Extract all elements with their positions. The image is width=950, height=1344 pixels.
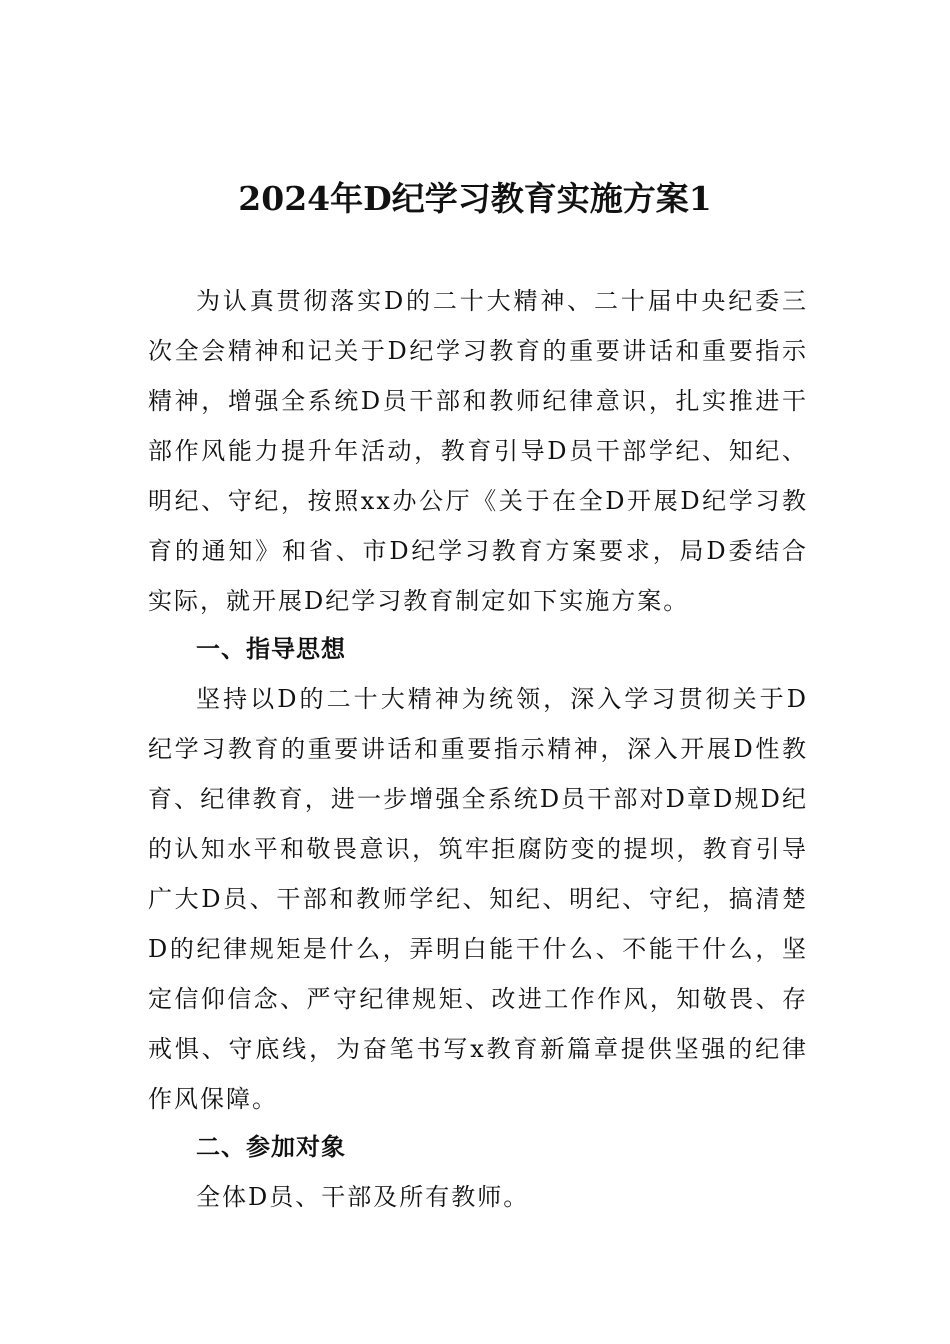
guiding-ideology-paragraph: 坚持以D的二十大精神为统领，深入学习贯彻关于D纪学习教育的重要讲话和重要指示精神，深入开展D性教育、纪律教育，进一步增强全系统D员干部对D章D规D纪的认知水平和敬畏意识，筑牢拒腐防变的提坝，教育引导广大D员、干部和教师学纪、知纪、明纪、守纪，搞清楚D的纪律规矩是什么，弄明白能干什么、不能干什么，坚定信仰信念、严守纪律规矩、改进工作作风，知敬畏、存戒惧、守底线，为奋笔书写x教育新篇章提供坚强的纪律作风保障。 bbox=[148, 685, 808, 1113]
document-title: 2024年D纪学习教育实施方案1 bbox=[238, 179, 712, 218]
section-heading-participants: 二、参加对象 bbox=[196, 1133, 346, 1161]
section-heading-guiding-ideology: 一、指导思想 bbox=[196, 635, 346, 663]
intro-paragraph: 为认真贯彻落实D的二十大精神、二十届中央纪委三次全会精神和记关于D纪学习教育的重要讲话和重要指示精神，增强全系统D员干部和教师纪律意识，扎实推进干部作风能力提升年活动，教育引导D员干部学纪、知纪、明纪、守纪，按照xx办公厅《关于在全D开展D纪学习教育的通知》和省、市D纪学习教育方案要求，局D委结合实际，就开展D纪学习教育制定如下实施方案。 bbox=[148, 287, 808, 615]
participants-paragraph: 全体D员、干部及所有教师。 bbox=[196, 1183, 530, 1211]
